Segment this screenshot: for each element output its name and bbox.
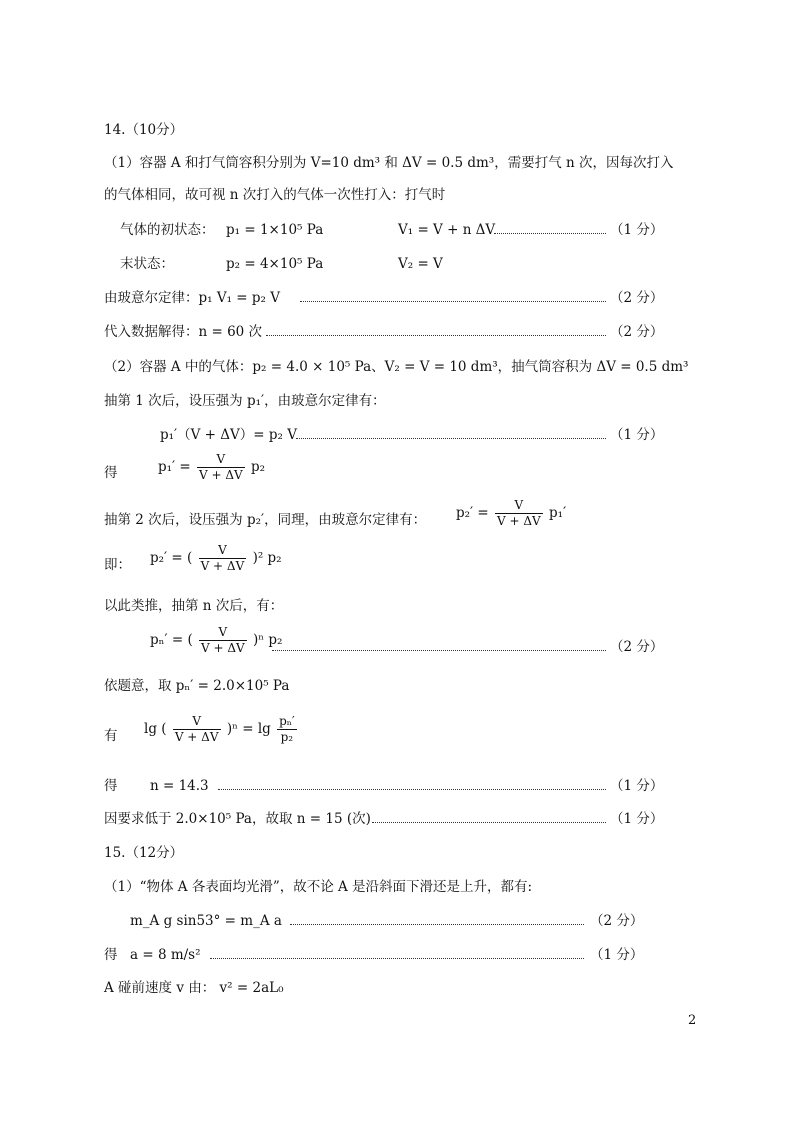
final-volume: V₂ = V bbox=[398, 256, 443, 272]
q15-result: a = 8 m/s² bbox=[130, 947, 201, 963]
score-1: （1 分） bbox=[610, 222, 664, 238]
dot-leader bbox=[300, 301, 606, 302]
dot-leader bbox=[266, 335, 606, 336]
lg-mid: )ⁿ = lg bbox=[226, 721, 271, 737]
pressure-denominator: p₂ bbox=[277, 729, 297, 745]
lg-lhs: lg ( bbox=[144, 721, 167, 737]
p1prime-equation bbox=[158, 452, 265, 483]
dot-leader bbox=[296, 438, 606, 439]
fraction-denominator: V + ΔV bbox=[174, 730, 219, 744]
de-label: 得 bbox=[104, 778, 118, 794]
fraction-numerator: V bbox=[218, 625, 228, 639]
final-state-label: 末状态： bbox=[120, 256, 174, 272]
p1prime-lhs: p₁′ = bbox=[158, 459, 191, 475]
score-6: （1 分） bbox=[610, 778, 664, 794]
you-label: 有 bbox=[104, 728, 118, 744]
p1prime-rhs: p₂ bbox=[251, 459, 266, 475]
de-label: 得 bbox=[104, 465, 118, 481]
score-3: （2 分） bbox=[610, 324, 664, 340]
p2prime-rhs: )² p₂ bbox=[252, 550, 282, 566]
fraction-denominator: V + ΔV bbox=[200, 559, 245, 573]
initial-pressure: p₁ = 1×10⁵ Pa bbox=[226, 222, 324, 238]
draw1-text: 抽第 1 次后，设压强为 p₁′，由玻意尔定律有： bbox=[104, 393, 386, 409]
fraction-numerator: V bbox=[218, 543, 227, 557]
q14-part2-line: （2）容器 A 中的气体：p₂ = 4.0 × 10⁵ Pa、V₂ = V = 10 dm³，抽气筒容积为 ΔV = 0.5 dm³ bbox=[104, 359, 689, 375]
p2prime-equation bbox=[150, 543, 282, 574]
score-9: （1 分） bbox=[590, 947, 644, 963]
boyle-equation: 由玻意尔定律：p₁ V₁ = p₂ V bbox=[104, 290, 280, 306]
pnprime-lhs: pₙ′ = ( bbox=[150, 632, 193, 648]
q15-part1-line: （1）“物体 A 各表面均光滑”，故不论 A 是沿斜面下滑还是上升，都有: bbox=[104, 879, 533, 895]
fraction-denominator: V + ΔV bbox=[497, 514, 541, 528]
score-5: （2 分） bbox=[610, 639, 664, 655]
fraction-numerator: V bbox=[192, 714, 201, 728]
fraction-denominator: V + ΔV bbox=[199, 468, 243, 482]
pnprime-equation bbox=[150, 625, 282, 656]
result-n: n = 14.3 bbox=[150, 778, 209, 794]
analogy-text: 以此类推，抽第 n 次后，有： bbox=[104, 598, 284, 614]
fraction-numerator: V bbox=[216, 452, 226, 466]
dot-leader bbox=[218, 789, 606, 790]
final-pressure: p₂ = 4×10⁵ Pa bbox=[226, 256, 324, 272]
draw1-equation: p₁′（V + ΔV）= p₂ V bbox=[160, 427, 297, 443]
q14-header: 14.（10分） bbox=[104, 122, 184, 138]
fraction bbox=[199, 543, 247, 574]
fraction bbox=[199, 625, 247, 656]
draw2-rhs: p₁′ bbox=[549, 505, 567, 521]
given-text: 依题意，取 pₙ′ = 2.0×10⁵ Pa bbox=[104, 678, 290, 694]
q15-speed-line: A 碰前速度 v 由： v² = 2aL₀ bbox=[104, 980, 284, 996]
score-2: （2 分） bbox=[610, 290, 664, 306]
dot-leader bbox=[494, 233, 606, 234]
q15-header: 15.（12分） bbox=[104, 845, 184, 861]
fraction-denominator: V + ΔV bbox=[201, 641, 245, 655]
fraction bbox=[495, 498, 543, 529]
fraction-numerator: V bbox=[514, 498, 524, 512]
fraction bbox=[173, 714, 221, 745]
score-8: （2 分） bbox=[590, 913, 644, 929]
dot-leader bbox=[290, 924, 584, 925]
page-number: 2 bbox=[688, 1013, 697, 1028]
p2prime-lhs: p₂′ = ( bbox=[150, 550, 193, 566]
initial-volume: V₁ = V + n ΔV bbox=[398, 222, 496, 238]
draw2-text: 抽第 2 次后，设压强为 p₂′，同理，由玻意尔定律有： bbox=[104, 512, 427, 528]
conclusion: 因要求低于 2.0×10⁵ Pa，故取 n = 15 (次) bbox=[104, 811, 371, 827]
dot-leader bbox=[372, 822, 606, 823]
q15-eq1: m_A g sin53° = m_A a bbox=[130, 913, 282, 929]
score-4: （1 分） bbox=[610, 427, 664, 443]
draw2-equation bbox=[456, 498, 566, 529]
pressure-numerator: pₙ′ bbox=[279, 714, 295, 728]
initial-state-label: 气体的初状态： bbox=[120, 222, 215, 238]
pressure-fraction bbox=[277, 714, 297, 745]
ji-label: 即： bbox=[104, 557, 131, 573]
lg-equation bbox=[144, 714, 299, 745]
q14-part1-line2: 的气体相同，故可视 n 次打入的气体一次性打入：打气时 bbox=[104, 187, 446, 203]
q14-part1-line1: （1）容器 A 和打气筒容积分别为 V=10 dm³ 和 ΔV = 0.5 dm³，需要打气 n 次，因每次打入 bbox=[104, 155, 674, 171]
dot-leader bbox=[210, 958, 584, 959]
score-7: （1 分） bbox=[610, 811, 664, 827]
draw2-lhs: p₂′ = bbox=[456, 505, 489, 521]
fraction bbox=[197, 452, 245, 483]
de-label: 得 bbox=[104, 947, 118, 963]
pnprime-rhs: )ⁿ p₂ bbox=[253, 632, 283, 648]
solve-line: 代入数据解得：n = 60 次 bbox=[104, 324, 263, 340]
dot-leader bbox=[272, 650, 606, 651]
